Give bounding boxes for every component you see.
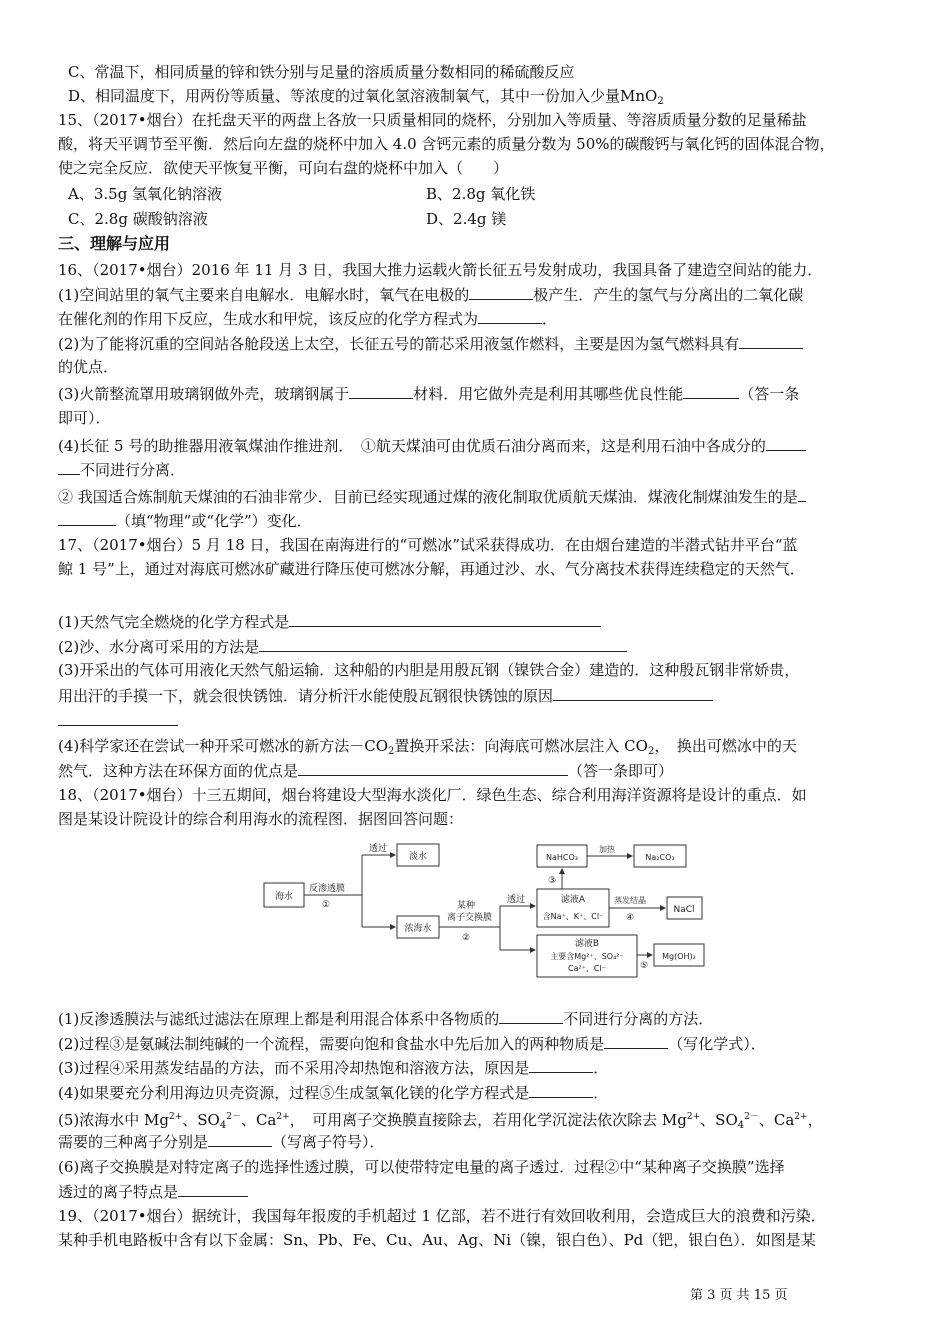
step2-label: ② [462,933,471,943]
filtrate-a-label: 滤液A [560,895,586,905]
answer-blank[interactable] [604,1033,668,1049]
freshwater-label: 淡水 [408,852,428,862]
pass2-label: 透过 [507,895,526,905]
q18-part5-line1: (5)浓海水中 $Mg^{2+}$、$SO_4^{2-}$、$Ca^{2+}$， 可用离子交换膜直接除去，若用化学沉淀法依次除去 $Mg^{2+}$、$SO_4^{2-}$、$Ca^{2+}$， [58,1111,823,1131]
step3-label: ③ [548,876,557,886]
answer-blank[interactable] [178,1181,248,1197]
q16-part4-line4: （填“物理”或“化学”）变化． [58,510,898,531]
q18-part6-line2: 透过的离子特点是 [58,1181,898,1202]
q19-stem-line2: 某种手机电路板中含有以下金属：Sn、Pb、Fe、Cu、Au、Ag、Ni（镍，银白色）、Pd（钯，银白色）．如图是某 [58,1231,816,1249]
q16-part1-line2: 在催化剂的作用下反应，生成水和甲烷，该反应的化学方程式为 ． [58,310,558,328]
q16-part4-line3: ② 我国适合炼制航天煤油的石油非常少．目前已经实现通过煤的液化制取优质航天煤油．煤液化制煤油发生的是 [58,486,898,507]
q19-stem-line1: 19、（2017•烟台）据统计，我国每年报废的手机超过 1 亿部，若不进行有效回收利用，会造成巨大的浪费和污染． [58,1207,826,1225]
q18-part6-line1: (6)离子交换膜是对特定离子的选择性透过膜，可以使带特定电量的离子透过．过程②中“某种离子交换膜”选择 [58,1158,785,1176]
answer-blank[interactable] [259,636,627,652]
q17-stem-line1: 17、（2017•烟台）5 月 18 日，我国在南海进行的“可燃冰”试采获得成功．在由烟台建造的半潜式钻井平台“蓝 [58,536,798,554]
answer-blank[interactable] [766,435,806,451]
q18-part4: (4)如果要充分利用海边贝壳资源，过程⑤生成氢氧化镁的化学方程式是 ． [58,1084,609,1102]
q18-part1: (1)反渗透膜法与滤纸过滤法在原理上都是利用混合体系中各物质的 不同进行分离的方法． [58,1010,714,1028]
q15-option-d: D、2.4g 镁 [426,210,507,228]
q16-part3-line2: 即可）． [58,409,111,427]
ionmem-label-2: 离子交换膜 [447,913,493,923]
q16-part1-line1: (1)空间站里的氧气主要来自电解水．电解水时，氧气在电极的 极产生．产生的氢气与分离出的二氧化碳 [58,286,804,304]
answer-blank[interactable] [298,760,568,776]
answer-blank[interactable] [529,1057,593,1073]
q15-stem-line2: 酸，将天平调节至平衡．然后向左盘的烧杯中加入 4.0 含钙元素的质量分数为 50%的碳酸钙与氧化钙的固体混合物， [58,135,835,153]
step1-label: ① [322,900,331,910]
q16-part3-line1: (3)火箭整流罩用玻璃钢做外壳，玻璃钢属于 材料．用它做外壳是利用其哪些优良性能 （答一条 [58,385,800,403]
ionmem-label-1: 某种 [457,901,476,911]
q18-part2: (2)过程③是氨碱法制纯碱的一个流程，需要向饱和食盐水中先后加入的两种物质是 （写化学式）． [58,1035,766,1053]
answer-blank[interactable] [58,459,80,475]
q14-option-d: D、相同温度下，用两份等质量、等浓度的过氧化氢溶液制氧气，其中一份加入少量MnO$_2$ [68,87,664,107]
page-footer: 第 3 页 共 15 页 [690,1288,788,1303]
answer-blank[interactable] [683,383,739,399]
answer-blank[interactable] [208,1131,272,1147]
q18-stem-line1: 18、（2017•烟台）十三五期间，烟台将建设大型海水淡化厂．绿色生态、综合利用海洋资源将是设计的重点．如 [58,786,807,804]
seawater-label: 海水 [274,892,294,902]
answer-blank[interactable] [553,685,713,701]
nahco3-label: NaHCO₃ [546,853,578,862]
heat-label: 加热 [599,845,615,854]
seawater-process-diagram [262,840,722,985]
q16-stem: 16、（2017•烟台）2016 年 11 月 3 日，我国大推力运载火箭长征五号发射成功，我国具备了建造空间站的能力． [58,261,823,279]
answer-blank[interactable] [529,1082,593,1098]
filtrate-b-label: 滤液B [574,939,600,949]
answer-blank[interactable] [289,611,601,627]
q16-part4-line2: 不同进行分离． [58,459,898,480]
na2co3-label: Na₂CO₃ [645,853,675,862]
q17-stem-line2: 鲸 1 号”上，通过对海底可燃冰矿藏进行降压使可燃冰分解，再通过沙、水、气分离技术获得连续稳定的天然气． [58,560,805,578]
answer-blank[interactable] [478,308,542,324]
filtrate-b-ions-1: 主要含Mg²⁺、SO₄²⁻ [550,952,624,961]
q17-part3-line1: (3)开采出的气体可用液化天然气船运输．这种船的内胆是用殷瓦钢（镍铁合金）建造的．这种殷瓦钢非常娇贵， [58,661,800,679]
q17-part2: (2)沙、水分离可采用的方法是 [58,636,898,657]
step5-label: ⑤ [640,961,649,971]
answer-blank[interactable] [469,284,533,300]
mgoh2-label: Mg(OH)₂ [662,952,696,961]
q15-option-b: B、2.8g 氧化铁 [426,185,536,203]
q17-part3-line3 [58,710,898,731]
q18-stem-line2: 图是某设计院设计的综合利用海水的流程图．据图回答问题： [58,810,464,828]
ro-label: 反渗透膜 [309,884,346,894]
q16-part2-line1: (2)为了能将沉重的空间站各舱段送上太空，长征五号的箭芯采用液氢作燃料，主要是因为氢气燃料具有 [58,333,898,354]
brine-label: 浓海水 [404,924,432,934]
q16-part2-line2: 的优点． [58,358,119,376]
answer-blank[interactable] [499,1008,563,1024]
q15-option-c: C、2.8g 碳酸钠溶液 [68,210,208,228]
q18-part5-line2: 需要的三种离子分别是 （写离子符号）． [58,1133,385,1151]
section-heading: 三、理解与应用 [58,234,171,253]
q14-option-c: C、常温下，相同质量的锌和铁分别与足量的溶质质量分数相同的稀硫酸反应 [68,63,575,81]
filtrate-b-ions-2: Ca²⁺、Cl⁻ [568,964,606,973]
answer-blank[interactable] [58,510,116,526]
step4-label: ④ [626,913,635,923]
q17-part1: (1)天然气完全燃烧的化学方程式是 [58,611,898,632]
q15-stem-line1: 15、（2017•烟台）在托盘天平的两盘上各放一只质量相同的烧杯，分别加入等质量、等溶质质量分数的足量稀盐 [58,111,807,129]
filtrate-a-ions: 含Na⁺、K⁺、Cl⁻ [542,912,604,921]
q17-part4-line1: (4)科学家还在尝试一种开采可燃冰的新方法$-CO_2$置换开采法：向海底可燃冰层注入 $CO_2$， 换出可燃冰中的天 [58,737,797,757]
q15-option-a: A、3.5g 氢氧化钠溶液 [68,185,223,203]
q16-part4-line1: (4)长征 5 号的助推器用液氧煤油作推进剂． ①航天煤油可由优质石油分离而来，这是利用石油中各成分的 [58,435,898,456]
q18-part3: (3)过程④采用蒸发结晶的方法，而不采用冷却热饱和溶液方法，原因是 ． [58,1059,609,1077]
answer-blank[interactable] [349,383,413,399]
answer-blank[interactable] [58,710,178,726]
answer-blank[interactable] [739,333,803,349]
nacl-label: NaCl [673,905,695,915]
q15-stem-line3: 使之完全反应．欲使天平恢复平衡，可向右盘的烧杯中加入（ ） [58,159,509,177]
q17-part4-line2: 然气．这种方法在环保方面的优点是 （答一条即可） [58,762,674,780]
pass1-label: 透过 [369,844,388,854]
q17-part3-line2: 用出汗的手摸一下，就会很快锈蚀．请分析汗水能使殷瓦钢很快锈蚀的原因 [58,685,898,706]
evap-label: 蒸发结晶 [614,896,646,905]
answer-blank[interactable] [798,486,806,502]
